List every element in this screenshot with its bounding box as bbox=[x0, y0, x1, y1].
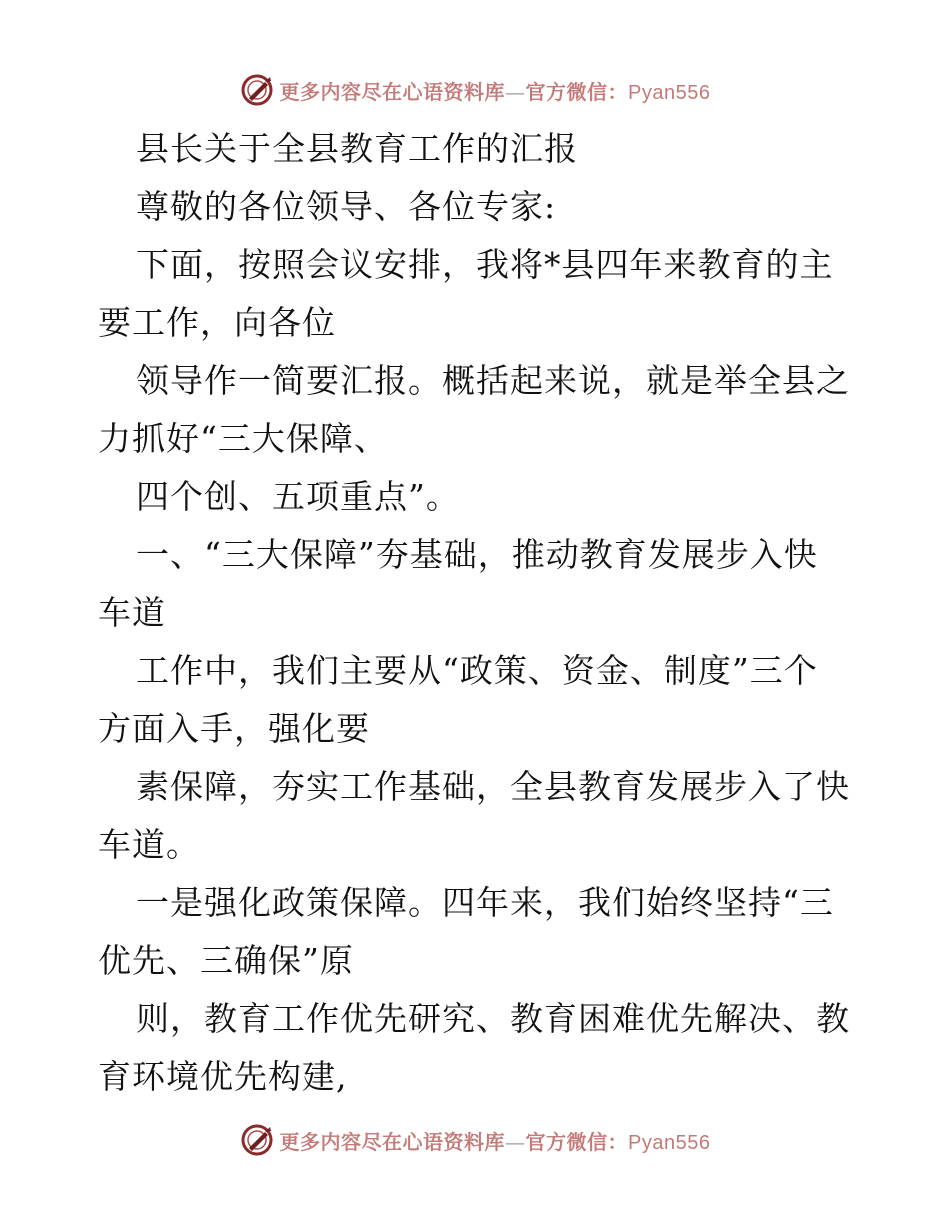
banner-main-text: 更多内容尽在心语资料库 bbox=[279, 79, 506, 104]
text-line: 车道。 bbox=[98, 825, 200, 864]
text-line: 领导作一简要汇报。概括起来说，就是举全县之 bbox=[136, 361, 850, 400]
text-line: 要工作，向各位 bbox=[98, 303, 336, 342]
text-line: 力抓好“三大保障、 bbox=[98, 419, 388, 458]
text-line: 优先、三确保”原 bbox=[98, 941, 354, 980]
text-line: 素保障，夯实工作基础，全县教育发展步入了快 bbox=[136, 767, 850, 806]
text-line: 四个创、五项重点”。 bbox=[136, 477, 460, 516]
document-body bbox=[98, 120, 858, 1106]
banner-wechat-id: Pyan556 bbox=[628, 81, 711, 104]
text-line: 下面，按照会议安排，我将*县四年来教育的主 bbox=[136, 245, 834, 284]
text-line: 育环境优先构建, bbox=[98, 1057, 348, 1096]
header-banner bbox=[0, 70, 950, 110]
text-line: 县长关于全县教育工作的汇报 bbox=[136, 129, 578, 168]
text-line: 车道 bbox=[98, 593, 166, 632]
text-line: 一、“三大保障”夯基础，推动教育发展步入快 bbox=[136, 535, 818, 574]
text-line: 则，教育工作优先研究、教育困难优先解决、教 bbox=[136, 999, 850, 1038]
banner-wechat-id: Pyan556 bbox=[628, 1131, 711, 1154]
pen-seal-icon bbox=[240, 73, 274, 107]
banner-wechat-label: 官方微信： bbox=[525, 79, 629, 104]
text-line: 工作中，我们主要从“政策、资金、制度”三个 bbox=[136, 651, 818, 690]
footer-banner bbox=[0, 1120, 950, 1160]
banner-dash: — bbox=[505, 79, 526, 104]
banner-text bbox=[280, 76, 711, 105]
text-line: 尊敬的各位领导、各位专家: bbox=[136, 187, 557, 226]
text-line: 方面入手，强化要 bbox=[98, 709, 370, 748]
banner-dash: — bbox=[505, 1129, 526, 1154]
text-line: 一是强化政策保障。四年来，我们始终坚持“三 bbox=[136, 883, 834, 922]
banner-main-text: 更多内容尽在心语资料库 bbox=[279, 1129, 506, 1154]
banner-text bbox=[280, 1126, 711, 1155]
pen-seal-icon bbox=[240, 1123, 274, 1157]
banner-wechat-label: 官方微信： bbox=[525, 1129, 629, 1154]
